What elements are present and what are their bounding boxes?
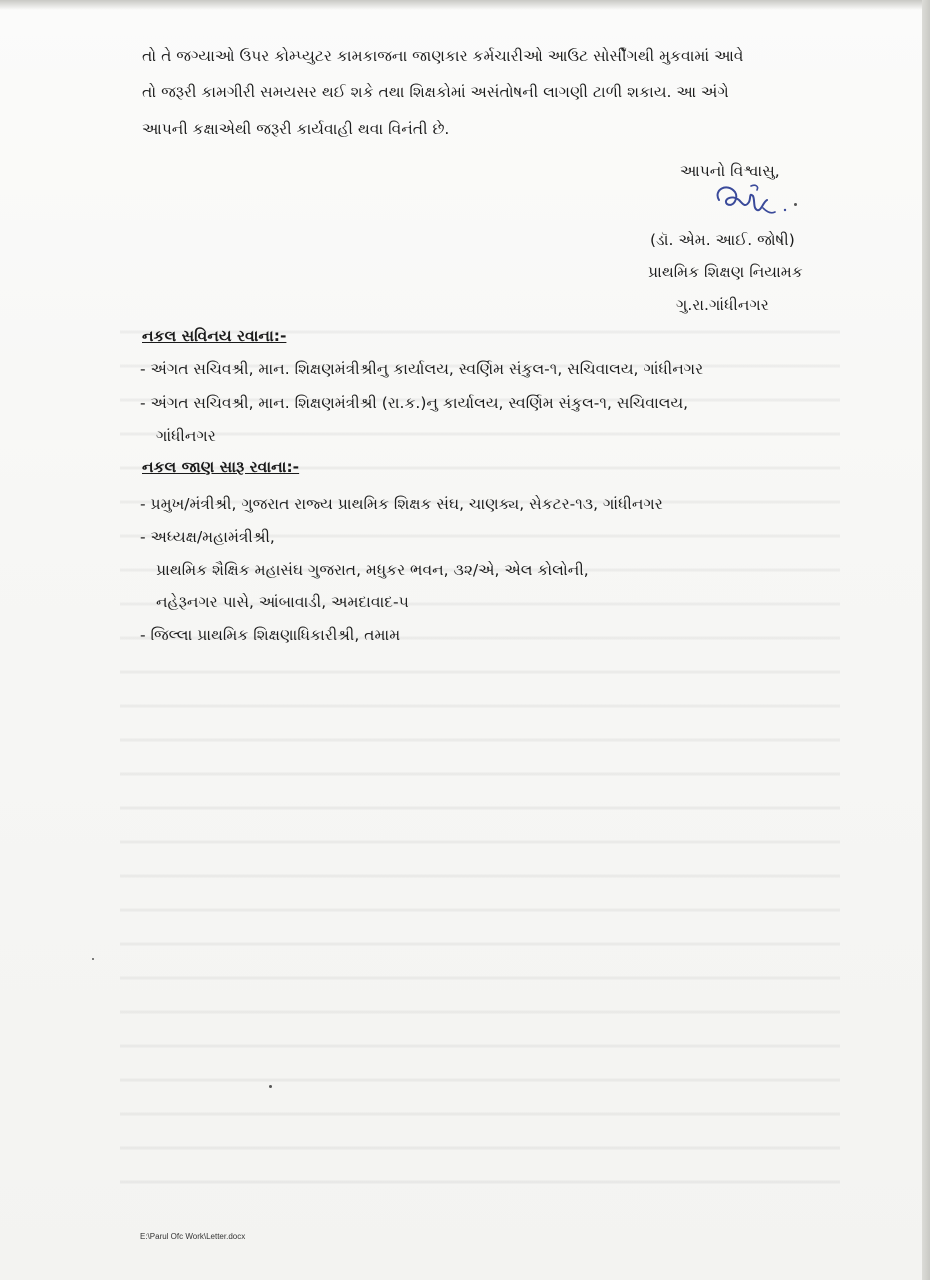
copy-recipient-2: - અંગત સચિવશ્રી, માન. શિક્ષણમંત્રીશ્રી (રા.ક.)નુ કાર્યાલય, સ્વર્ણિમ સંકુલ-૧, સચિવાલય,	[140, 394, 689, 412]
page-right-edge	[922, 0, 930, 1280]
closing-salutation: આપનો વિશ્વાસુ,	[680, 162, 780, 180]
handwritten-signature	[705, 178, 795, 228]
scan-speck	[92, 958, 94, 960]
info-recipient-3: - જિલ્લા પ્રાથમિક શિક્ષણાધિકારીશ્રી, તમામ	[140, 626, 401, 644]
info-recipient-2: - અધ્યક્ષ/મહામંત્રીશ્રી,	[140, 528, 275, 546]
copy-heading-information: નકલ જાણ સારૂ રવાના:-	[142, 458, 300, 476]
info-recipient-1: - પ્રમુખ/મંત્રીશ્રી, ગુજરાત રાજ્ય પ્રાથમિક શિક્ષક સંઘ, ચાણક્ય, સેકટર-૧૩, ગાંધીનગર	[140, 495, 663, 513]
file-path-footer: E:\Parul Ofc Work\Letter.docx	[140, 1232, 246, 1241]
scan-top-shadow	[0, 0, 922, 10]
copy-recipient-2-cont: ગાંધીનગર	[156, 427, 216, 445]
copy-heading-respectful: નકલ સવિનય રવાના:-	[142, 327, 287, 345]
signatory-name: (ડૉ. એમ. આઈ. જોષી)	[650, 231, 795, 249]
info-recipient-2-line3: નહેરૂનગર પાસે, આંબાવાડી, અમદાવાદ-૫	[156, 593, 409, 611]
copy-recipient-1: - અંગત સચિવશ્રી, માન. શિક્ષણમંત્રીશ્રીનુ કાર્યાલય, સ્વર્ણિમ સંકુલ-૧, સચિવાલય, ગાંધીનગર	[140, 360, 704, 378]
scan-speck	[794, 203, 797, 206]
body-line-3: આપની કક્ષાએથી જરૂરી કાર્યવાહી થવા વિનંતી છે.	[142, 120, 450, 138]
reverse-side-bleed-through	[120, 300, 840, 1200]
body-line-1: તો તે જગ્યાઓ ઉપર કોમ્પ્યુટર કામકાજના જાણકાર કર્મચારીઓ આઉટ સોર્સીંગથી મુકવામાં આવે	[142, 47, 744, 65]
scan-speck	[269, 1085, 272, 1088]
body-line-2: તો જરૂરી કામગીરી સમયસર થઈ શકે તથા શિક્ષકોમાં અસંતોષની લાગણી ટાળી શકાય. આ અંગે	[142, 83, 729, 101]
signatory-title: પ્રાથમિક શિક્ષણ નિયામક	[648, 263, 803, 281]
signatory-place: ગુ.રા.ગાંધીનગર	[676, 296, 769, 314]
info-recipient-2-line2: પ્રાથમિક શૈક્ષિક મહાસંઘ ગુજરાત, મધુકર ભવન, ૩૨/એ, એલ કોલોની,	[156, 561, 589, 579]
